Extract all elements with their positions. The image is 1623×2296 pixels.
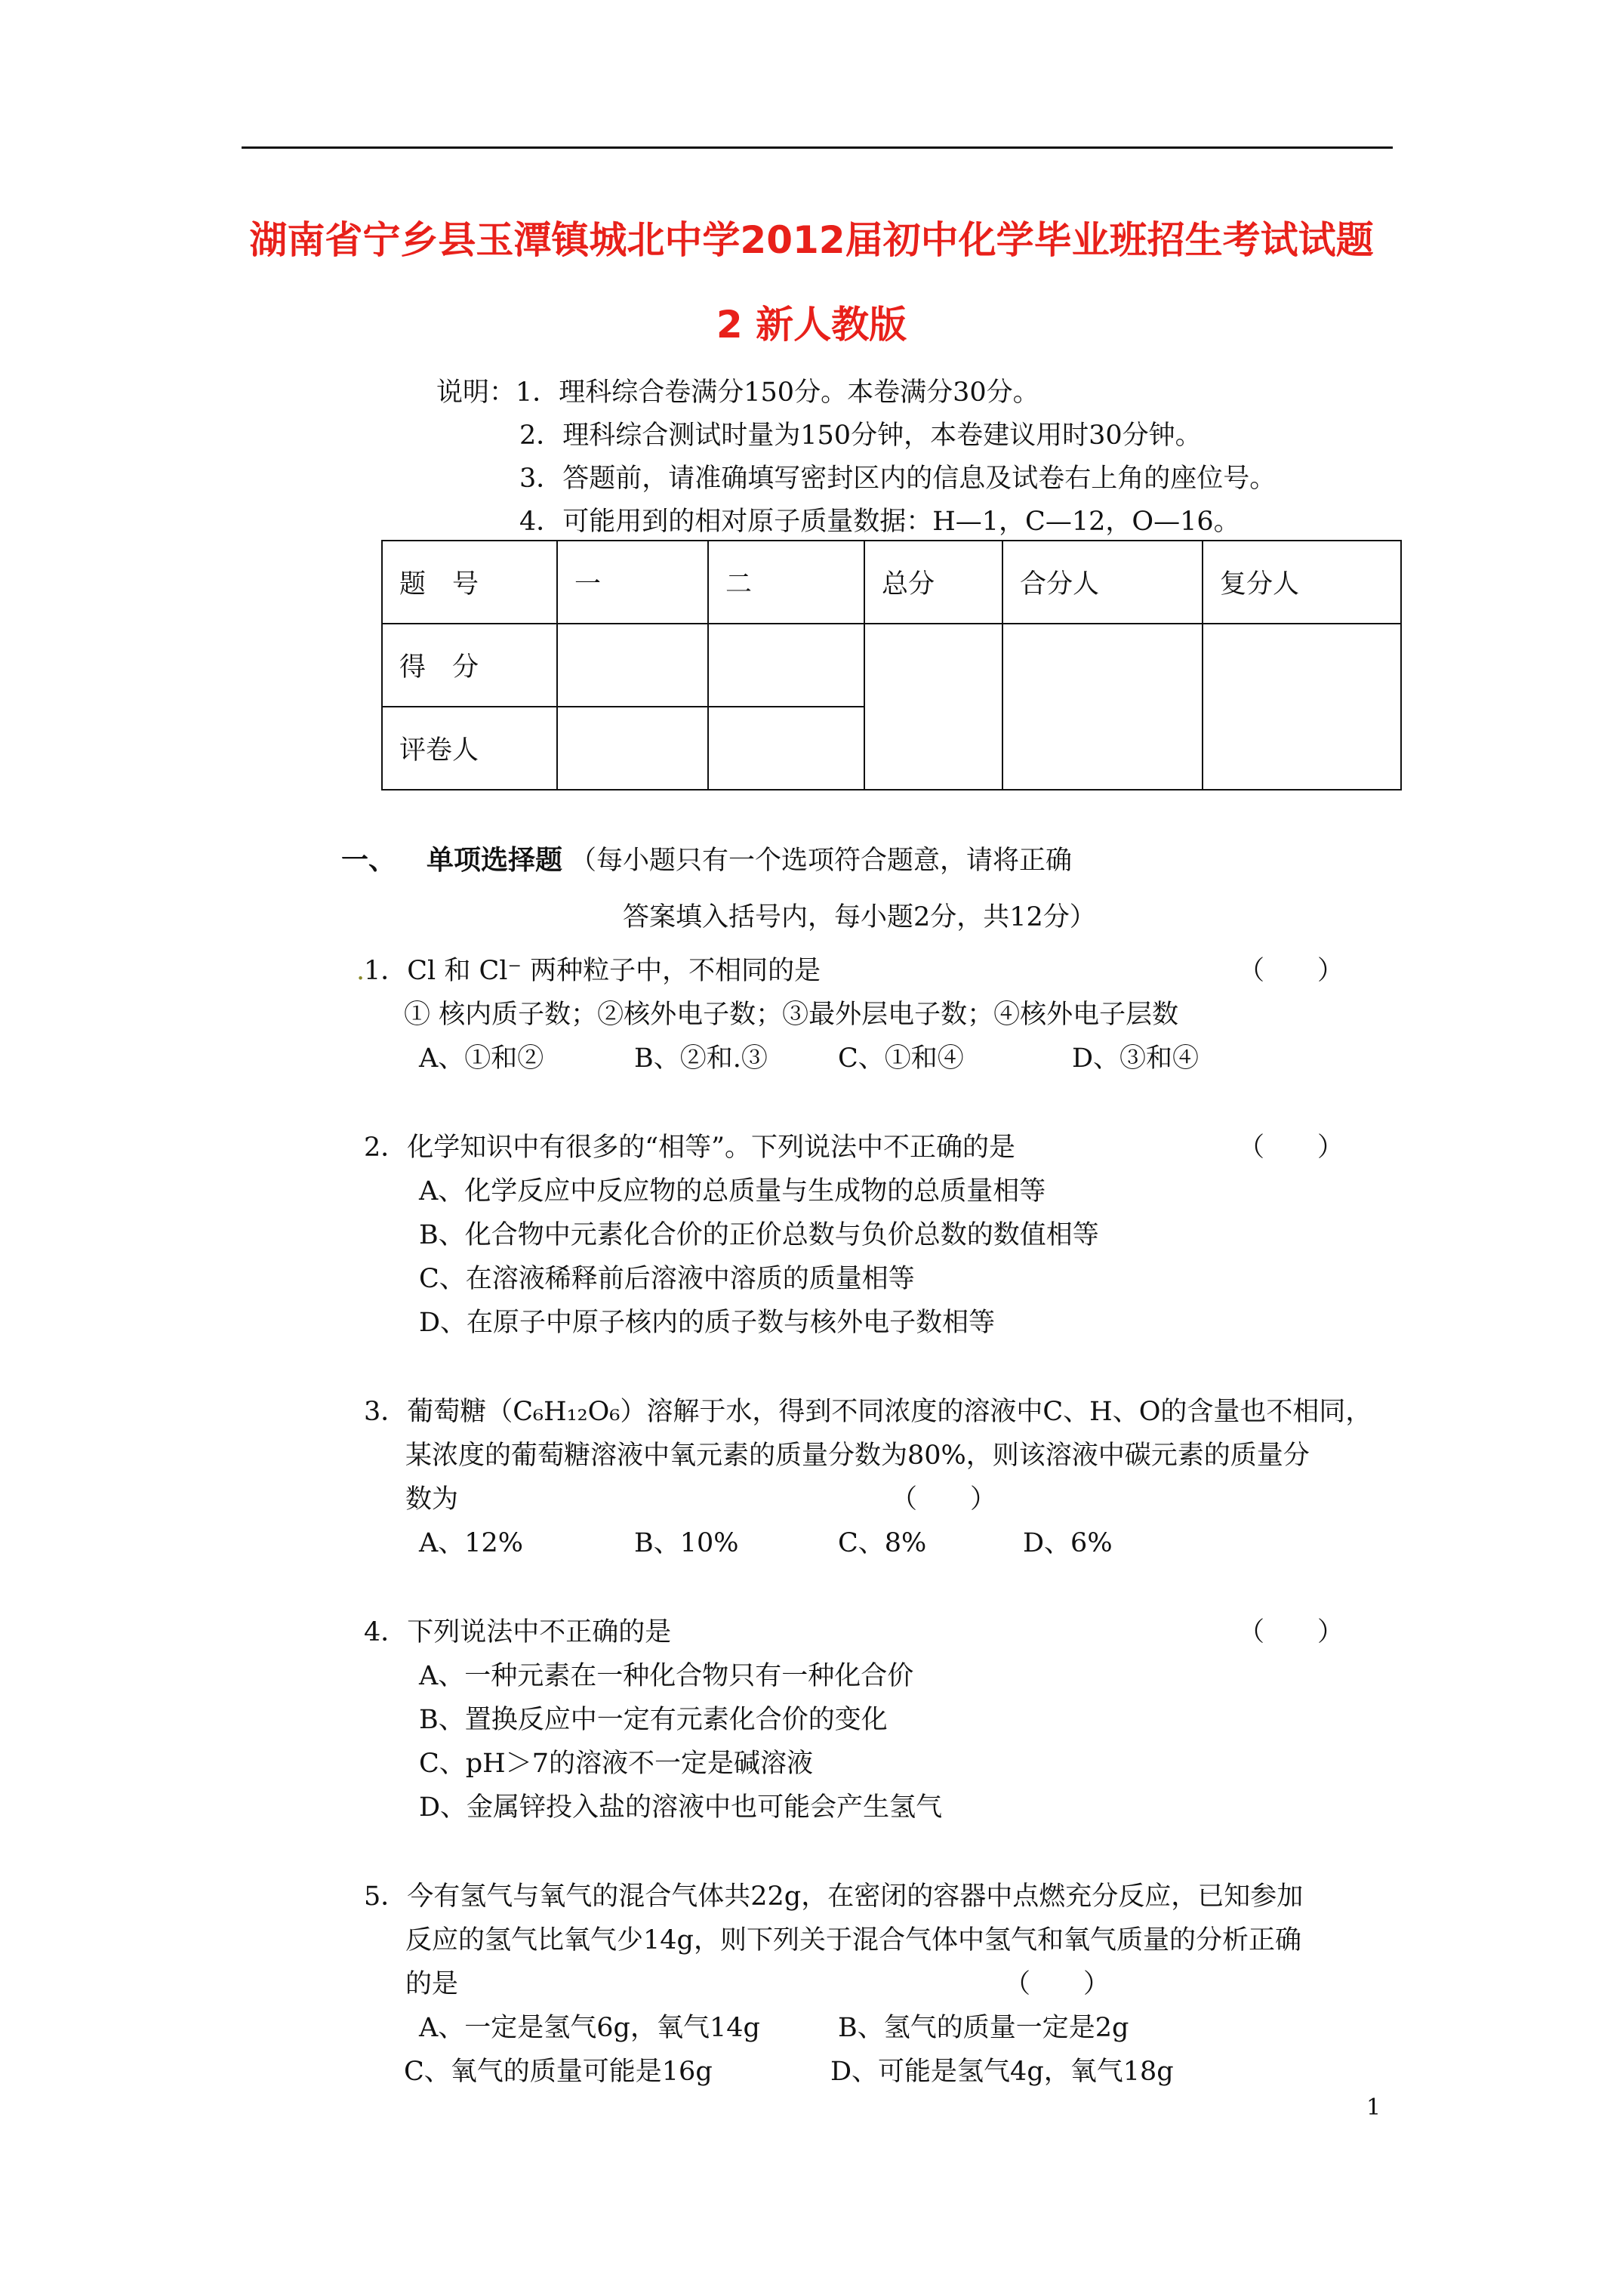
row-label-grader: 评卷人 <box>382 707 557 790</box>
q5-option-a: A、一定是氢气6g，氧气14g <box>419 2013 760 2043</box>
page-number: 1 <box>1366 2094 1381 2121</box>
q4-answer-bracket[interactable]: （ ） <box>1238 1617 1344 1647</box>
q3-option-b: B、10% <box>634 1528 739 1558</box>
table-row <box>382 624 1401 707</box>
total-score-cell[interactable] <box>864 624 1002 790</box>
q1-sub: ① 核内质子数；②核外电子数；③最外层电子数；④核外电子层数 <box>404 1000 1179 1030</box>
q5-stem-2: 反应的氢气比氧气少14g，则下列关于混合气体中氢气和氧气质量的分析正确 <box>405 1925 1301 1955</box>
q2-option-b: B、化合物中元素化合价的正价总数与负价总数的数值相等 <box>419 1220 1099 1250</box>
q5-stem-1: 5．今有氢气与氧气的混合气体共22g，在密闭的容器中点燃充分反应，已知参加 <box>364 1881 1304 1912</box>
q4-option-d: D、金属锌投入盐的溶液中也可能会产生氢气 <box>419 1792 943 1823</box>
score-cell-2[interactable] <box>708 624 864 707</box>
q3-option-a: A、12% <box>419 1528 524 1558</box>
header-cell: 二 <box>708 541 864 624</box>
header-cell: 复分人 <box>1203 541 1401 624</box>
title-line-1: 湖南省宁乡县玉潭镇城北中学2012届初中化学毕业班招生考试试题 <box>249 218 1374 262</box>
score-table <box>381 540 1402 791</box>
q1-stem: 1．Cl 和 Cl⁻ 两种粒子中，不相同的是 <box>364 956 821 986</box>
score-cell-1[interactable] <box>557 624 708 707</box>
q2-option-d: D、在原子中原子核内的质子数与核外电子数相等 <box>419 1308 996 1338</box>
tally-person-cell[interactable] <box>1002 624 1203 790</box>
q3-stem-3: 数为 <box>405 1484 459 1515</box>
margin-mark: . <box>356 956 365 986</box>
q1-option-b: B、②和.③ <box>634 1043 768 1074</box>
section-desc-2: 答案填入括号内，每小题2分，共12分） <box>623 902 1096 932</box>
header-cell: 合分人 <box>1002 541 1203 624</box>
q4-stem: 4．下列说法中不正确的是 <box>364 1617 672 1647</box>
header-rule <box>242 146 1393 149</box>
q3-stem-1: 3．葡萄糖（C₆H₁₂O₆）溶解于水，得到不同浓度的溶液中C、H、O的含量也不相同， <box>364 1397 1372 1427</box>
note-2: 2．理科综合测试时量为150分钟，本卷建议用时30分钟。 <box>519 421 1202 451</box>
review-person-cell[interactable] <box>1203 624 1401 790</box>
q4-option-b: B、置换反应中一定有元素化合价的变化 <box>419 1705 888 1735</box>
q2-stem: 2．化学知识中有很多的“相等”。下列说法中不正确的是 <box>364 1133 1016 1163</box>
q4-option-a: A、一种元素在一种化合物只有一种化合价 <box>419 1661 914 1691</box>
header-cell: 题 号 <box>382 541 557 624</box>
q1-option-c: C、①和④ <box>838 1043 964 1074</box>
note-4: 4．可能用到的相对原子质量数据：H—1，C—12，O—16。 <box>519 507 1240 537</box>
section-title: 单项选择题 <box>427 845 563 876</box>
q3-stem-2: 某浓度的葡萄糖溶液中氧元素的质量分数为80%，则该溶液中碳元素的质量分 <box>405 1441 1310 1471</box>
section-desc-1: （每小题只有一个选项符合题意，请将正确 <box>570 846 1073 876</box>
header-cell: 一 <box>557 541 708 624</box>
q4-option-c: C、pH＞7的溶液不一定是碱溶液 <box>419 1749 813 1779</box>
q3-answer-bracket[interactable]: （ ） <box>891 1484 997 1515</box>
row-label-score: 得 分 <box>382 624 557 707</box>
q3-option-c: C、8% <box>838 1528 927 1558</box>
grader-cell-2[interactable] <box>708 707 864 790</box>
q5-option-c: C、氧气的质量可能是16g <box>404 2057 713 2087</box>
q2-option-c: C、在溶液稀释前后溶液中溶质的质量相等 <box>419 1264 915 1294</box>
note-1: 说明：1．理科综合卷满分150分。本卷满分30分。 <box>436 378 1039 408</box>
header-cell: 总分 <box>864 541 1002 624</box>
q1-answer-bracket[interactable]: （ ） <box>1238 956 1344 986</box>
grader-cell-1[interactable] <box>557 707 708 790</box>
q1-option-a: A、①和② <box>419 1043 544 1074</box>
q2-answer-bracket[interactable]: （ ） <box>1238 1133 1344 1163</box>
title-line-2: 2 新人教版 <box>716 303 907 347</box>
q2-option-a: A、化学反应中反应物的总质量与生成物的总质量相等 <box>419 1176 1046 1207</box>
q5-option-b: B、氢气的质量一定是2g <box>838 2013 1129 2043</box>
q5-answer-bracket[interactable]: （ ） <box>1004 1969 1110 1999</box>
q5-stem-3: 的是 <box>405 1969 459 1999</box>
q1-option-d: D、③和④ <box>1072 1043 1200 1074</box>
table-row <box>382 541 1401 624</box>
note-3: 3．答题前，请准确填写密封区内的信息及试卷右上角的座位号。 <box>519 464 1277 494</box>
q5-option-d: D、可能是氢气4g，氧气18g <box>830 2057 1174 2087</box>
section-number: 一、 <box>341 845 396 876</box>
q3-option-d: D、6% <box>1023 1528 1113 1558</box>
